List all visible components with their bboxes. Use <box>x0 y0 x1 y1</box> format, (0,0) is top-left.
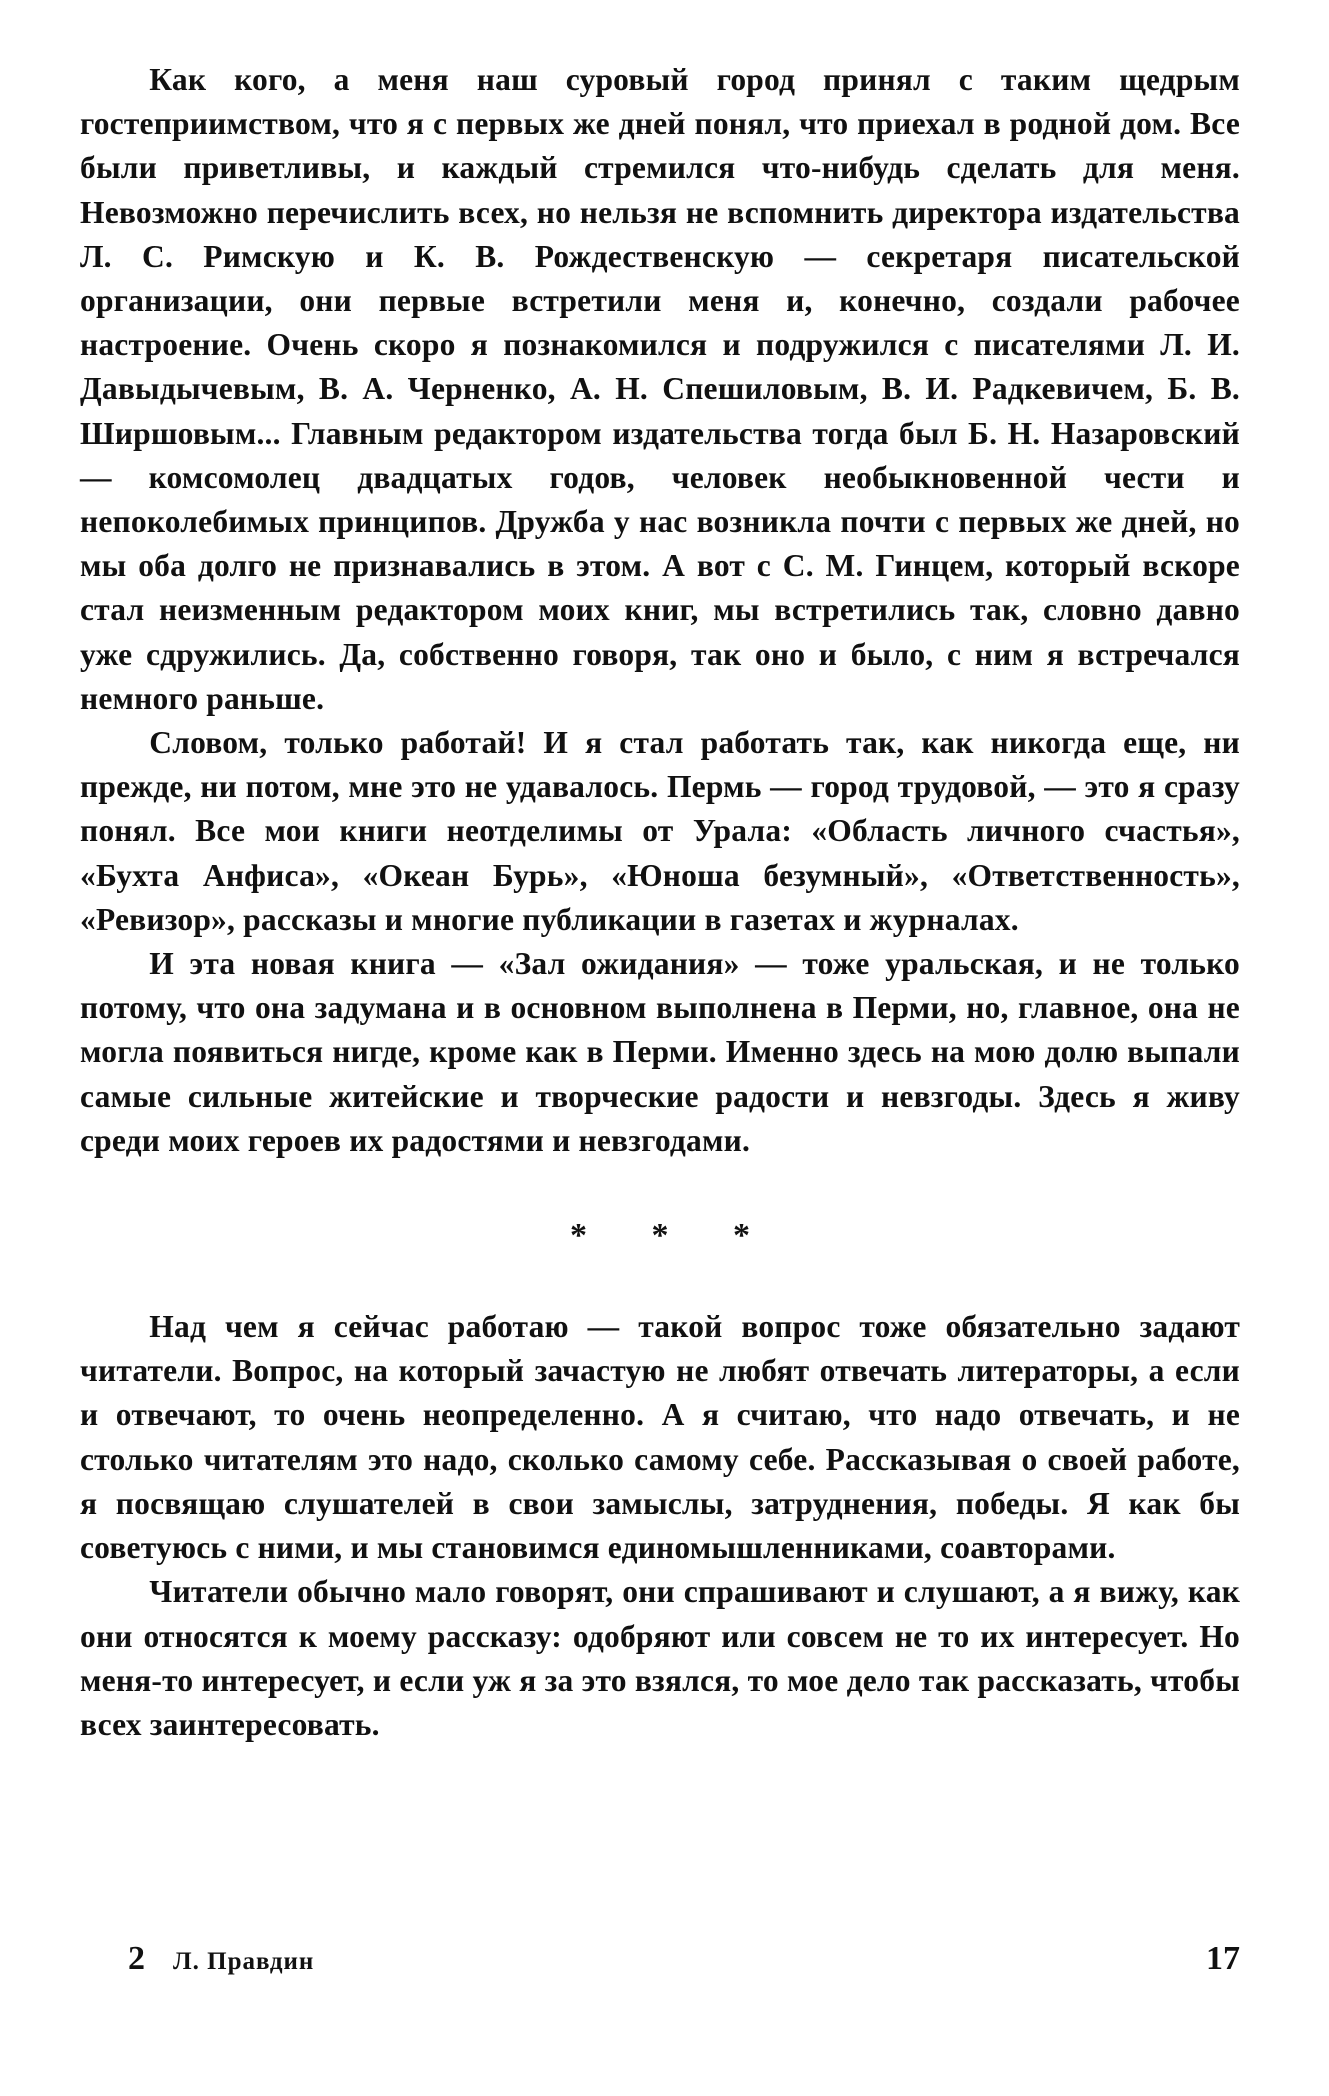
page-body <box>80 58 1240 1747</box>
signature-name: Л. Правдин <box>173 1948 315 1975</box>
signature-mark <box>128 1940 314 1978</box>
section-separator: * * * <box>570 1217 778 1255</box>
paragraph-readers: Читатели обычно мало говорят, они спрашивают и слушают, а я вижу, как они относятся к моему рассказу: одобряют или совсем не то их интересует. Но меня-то интересует, и если уж я за это взялся, то мое дело так рассказать, чтобы всех заинтересовать. <box>80 1574 1240 1742</box>
paragraph-new-book: И эта новая книга — «Зал ожидания» — тоже уральская, и не только потому, что она задумана и в основном выполнена в Перми, но, главное, она не могла появиться нигде, кроме как в Перми. Именно здесь на мою долю выпали самые сильные житейские и творческие радости и невзгоды. Здесь я живу среди моих героев их радостями и невзгодами. <box>80 946 1240 1158</box>
paragraph-hospitality: Как кого, а меня наш суровый город принял с таким щедрым гостеприимством, что я с первых же дней понял, что приехал в родной дом. Все были приветливы, и каждый стремился что-нибудь сделать для меня. Невозможно перечислить всех, но нельзя не вспомнить директора издательства Л. С. Римскую и К. В. Рождественскую — секретаря писательской организации, они первые встретили меня и, конечно, создали рабочее настроение. Очень скоро я познакомился и подружился с писателями Л. И. Давыдычевым, В. А. Черненко, А. Н. Спешиловым, В. И. Радкевичем, Б. В. Ширшовым... Главным редактором издательства тогда был Б. Н. Назаровский — комсомолец двадцатых годов, человек необыкновенной чести и непоколебимых принципов. Дружба у нас возникла почти с первых же дней, но мы оба долго не признавались в этом. А вот с С. М. Гинцем, который вскоре стал неизменным редактором моих книг, мы встретились так, словно давно уже сдружились. Да, собственно говоря, так оно и было, с ним я встречался немного раньше. <box>80 62 1240 716</box>
paragraph-current-work: Над чем я сейчас работаю — такой вопрос тоже обязательно задают читатели. Вопрос, на который зачастую не любят отвечать литераторы, а если и отвечают, то очень неопределенно. А я считаю, что надо отвечать, и не столько читателям это надо, сколько самому себе. Рассказывая о своей работе, я посвящаю слушателей в свои замыслы, затруднения, победы. Я как бы советуюсь с ними, и мы становимся единомышленниками, соавторами. <box>80 1309 1240 1566</box>
page-number: 17 <box>1206 1940 1240 1977</box>
paragraph-work: Словом, только работай! И я стал работать так, как никогда еще, ни прежде, ни потом, мне это не удавалось. Пермь — город трудовой, — это я сразу понял. Все мои книги неотделимы от Урала: «Область личного счастья», «Бухта Анфиса», «Океан Бурь», «Юноша безумный», «Ответственность», «Ревизор», рассказы и многие публикации в газетах и журналах. <box>80 725 1240 937</box>
page-footer <box>128 1940 1240 1978</box>
signature-number: 2 <box>128 1940 145 1977</box>
